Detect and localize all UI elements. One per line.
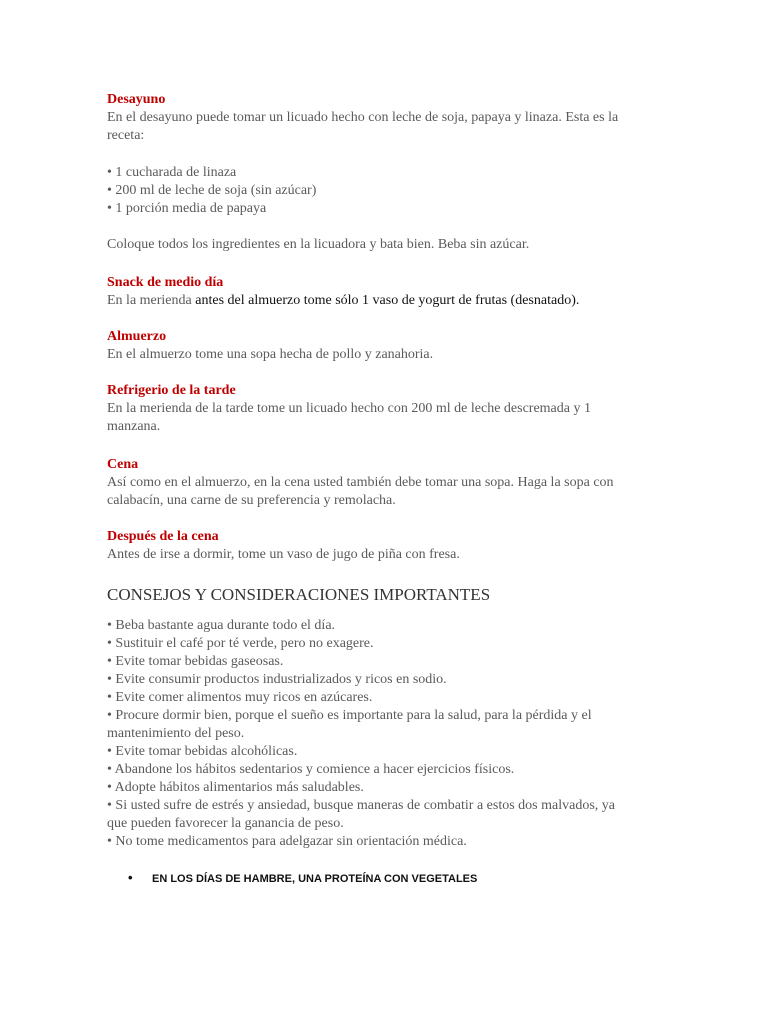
paragraph-line: En el desayuno puede tomar un licuado hecho con leche de soja, papaya y linaza. Esta es la xyxy=(107,110,619,125)
list-item-continuation: que pueden favorecer la ganancia de peso. xyxy=(107,816,344,831)
recipe-list xyxy=(107,164,316,218)
list-item: • Evite comer alimentos muy ricos en azúcares. xyxy=(107,690,373,705)
list-item: • 1 cucharada de linaza xyxy=(107,165,237,180)
list-item: • 1 porción media de papaya xyxy=(107,201,267,216)
consejos-heading: CONSEJOS Y CONSIDERACIONES IMPORTANTES xyxy=(107,585,491,604)
paragraph-lead: En la merienda xyxy=(107,293,196,308)
section-heading: Cena xyxy=(107,457,139,472)
section-heading: Snack de medio día xyxy=(107,275,224,290)
paragraph-line: En la merienda de la tarde tome un licuado hecho con 200 ml de leche descremada y 1 xyxy=(107,401,591,416)
section-almuerzo xyxy=(107,328,433,364)
final-bullet-item xyxy=(128,869,477,888)
list-item: • Evite consumir productos industrializados y ricos en sodio. xyxy=(107,672,447,687)
paragraph-line: Antes de irse a dormir, tome un vaso de jugo de piña con fresa. xyxy=(107,547,460,562)
list-item: • No tome medicamentos para adelgazar sin orientación médica. xyxy=(107,834,467,849)
paragraph-line: Así como en el almuerzo, en la cena usted también debe tomar una sopa. Haga la sopa con xyxy=(107,475,614,490)
list-item: • Beba bastante agua durante todo el día. xyxy=(107,618,336,633)
list-item: • Evite tomar bebidas alcohólicas. xyxy=(107,744,298,759)
section-heading: Después de la cena xyxy=(107,529,219,544)
paragraph-line: calabacín, una carne de su preferencia y remolacha. xyxy=(107,493,396,508)
bullet-glyph: • xyxy=(128,870,133,885)
section-despues xyxy=(107,528,460,564)
recipe-instructions xyxy=(107,236,529,254)
consejos-list xyxy=(107,617,615,851)
paragraph-emphasis: antes del almuerzo tome sólo 1 vaso de yogurt de frutas (desnatado). xyxy=(195,293,580,308)
list-item-continuation: mantenimiento del peso. xyxy=(107,726,245,741)
list-item: • Evite tomar bebidas gaseosas. xyxy=(107,654,284,669)
final-item-text: EN LOS DÍAS DE HAMBRE, UNA PROTEÍNA CON VEGETALES xyxy=(152,873,478,885)
list-item: • Adopte hábitos alimentarios más saludables. xyxy=(107,780,364,795)
section-snack xyxy=(107,274,579,310)
list-item: • 200 ml de leche de soja (sin azúcar) xyxy=(107,183,317,198)
section-cena xyxy=(107,456,614,510)
list-item: • Abandone los hábitos sedentarios y comience a hacer ejercicios físicos. xyxy=(107,762,515,777)
section-heading: Desayuno xyxy=(107,92,166,107)
section-heading: Refrigerio de la tarde xyxy=(107,383,236,398)
paragraph-line: receta: xyxy=(107,128,145,143)
section-desayuno xyxy=(107,91,618,145)
list-item: • Procure dormir bien, porque el sueño es importante para la salud, para la pérdida y el xyxy=(107,708,592,723)
paragraph-line: En el almuerzo tome una sopa hecha de pollo y zanahoria. xyxy=(107,347,434,362)
section-heading: Almuerzo xyxy=(107,329,167,344)
paragraph-line: manzana. xyxy=(107,419,161,434)
list-item: • Sustituir el café por té verde, pero no exagere. xyxy=(107,636,374,651)
list-item: • Si usted sufre de estrés y ansiedad, busque maneras de combatir a estos dos malvados, ya xyxy=(107,798,615,813)
paragraph-line: Coloque todos los ingredientes en la licuadora y bata bien. Beba sin azúcar. xyxy=(107,237,530,252)
section-refrigerio xyxy=(107,382,591,436)
paragraph-line xyxy=(107,292,579,310)
